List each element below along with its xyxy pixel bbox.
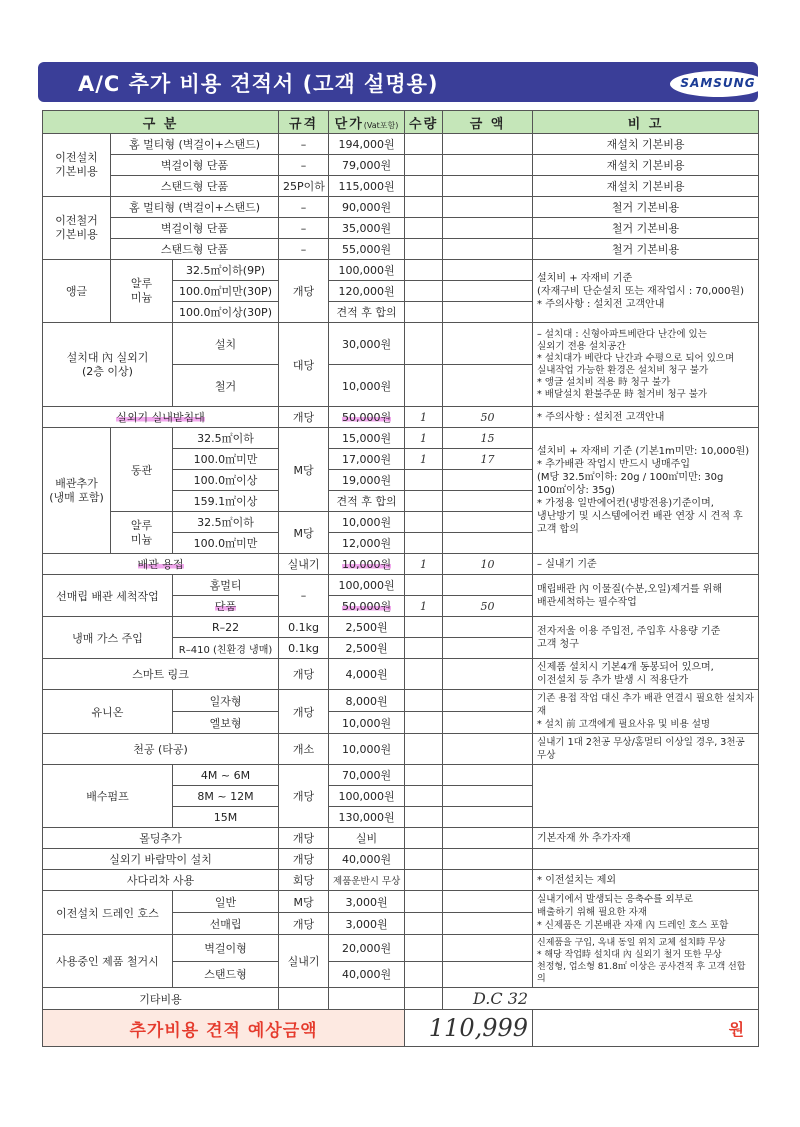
item-price: 79,000원 [329,155,405,176]
item-price: 2,500원 [329,638,405,659]
item-name: 철거 [173,365,279,407]
item-spec [279,988,329,1010]
item-name: 실외기 실내받침대 [43,407,279,428]
item-price: 100,000원 [329,260,405,281]
sub-aluminum-pipe: 알루 미늄 [111,512,173,554]
item-price: 3,000원 [329,891,405,913]
item-price: 40,000원 [329,961,405,988]
item-name: 엘보형 [173,712,279,734]
item-name: 4M ~ 6M [173,765,279,786]
amount-cell[interactable] [443,913,533,935]
table-row [43,988,759,1010]
amount-cell[interactable] [443,470,533,491]
amount-cell[interactable] [443,765,533,786]
qty-cell[interactable]: 1 [405,596,443,617]
item-price: 견적 후 합의 [329,302,405,323]
item-name: 8M ~ 12M [173,786,279,807]
item-price: 120,000원 [329,281,405,302]
item-spec: 대당 [279,323,329,407]
amount-cell[interactable]: 50 [443,596,533,617]
item-note [533,765,759,828]
item-name: 일자형 [173,690,279,712]
amount-cell[interactable] [443,638,533,659]
item-spec: 개당 [279,913,329,935]
item-name: 100.0㎡이상 [173,470,279,491]
item-name: 선매립 [173,913,279,935]
col-spec: 규격 [279,111,329,134]
item-spec: 개당 [279,765,329,828]
table-row [43,155,759,176]
qty-cell[interactable] [405,176,443,197]
item-name: 실외기 바람막이 설치 [43,849,279,870]
group-reinstall: 이전설치 기본비용 [43,134,111,197]
amount-cell[interactable] [443,218,533,239]
item-name: 159.1㎡이상 [173,491,279,512]
item-spec: – [279,239,329,260]
item-note: 전자저울 이용 주입전, 주입후 사용량 기준 고객 청구 [533,617,759,659]
group-pump: 배수펌프 [43,765,173,828]
qty-cell[interactable] [405,533,443,554]
amount-cell[interactable] [443,712,533,734]
item-spec: 0.1kg [279,617,329,638]
amount-cell[interactable] [443,176,533,197]
item-name: 100.0㎡이상(30P) [173,302,279,323]
item-name: 사다리차 사용 [43,870,279,891]
qty-cell[interactable] [405,913,443,935]
item-note: – 실내기 기준 [533,554,759,575]
amount-cell[interactable] [443,961,533,988]
item-note [533,849,759,870]
item-price: 10,000원 [329,712,405,734]
amount-cell[interactable] [443,512,533,533]
item-note: 기본자재 外 추가자재 [533,828,759,849]
item-note: 철거 기본비용 [533,239,759,260]
item-price: 19,000원 [329,470,405,491]
table-row [43,617,759,638]
item-price: 15,000원 [329,428,405,449]
qty-cell[interactable] [405,365,443,407]
table-row [43,239,759,260]
item-note: * 이전설치는 제외 [533,870,759,891]
table-row [43,428,759,449]
item-spec: 0.1kg [279,638,329,659]
qty-cell[interactable] [405,617,443,638]
group-piping: 배관추가 (냉매 포함) [43,428,111,554]
item-price: 2,500원 [329,617,405,638]
qty-cell[interactable] [405,849,443,870]
qty-cell[interactable]: 1 [405,407,443,428]
item-price: 55,000원 [329,239,405,260]
total-row [43,1010,759,1047]
qty-cell[interactable] [405,323,443,365]
item-name: R–22 [173,617,279,638]
table-row [43,765,759,786]
table-row [43,554,759,575]
item-name: 100.0㎡미만(30P) [173,281,279,302]
amount-cell[interactable] [443,155,533,176]
col-price: 단가(Vat포함) [329,111,405,134]
group-bracket: 설치대 內 실외기 (2층 이상) [43,323,173,407]
qty-cell[interactable]: 1 [405,449,443,470]
item-price: 10,000원 [329,554,405,575]
item-price: 10,000원 [329,734,405,765]
item-note: 실내기 1대 2천공 무상/홈멀티 이상일 경우, 3천공 무상 [533,734,759,765]
qty-cell[interactable] [405,765,443,786]
sub-aluminum: 알루 미늄 [111,260,173,323]
table-row [43,197,759,218]
group-angle: 앵글 [43,260,111,323]
item-name: 홈멀티 [173,575,279,596]
item-note: 실내기에서 발생되는 응축수를 외부로 배출하기 위해 필요한 자재 * 신제품은 기본배관 자재 內 드레인 호스 포함 [533,891,759,935]
item-name: R–410 (친환경 냉매) [173,638,279,659]
amount-cell[interactable] [443,491,533,512]
item-price: 130,000원 [329,807,405,828]
group-flush: 선매립 배관 세척작업 [43,575,173,617]
item-price: 194,000원 [329,134,405,155]
amount-cell[interactable] [443,197,533,218]
item-price: 8,000원 [329,690,405,712]
item-spec: 개소 [279,734,329,765]
item-name: 일반 [173,891,279,913]
item-name: 100.0㎡미만 [173,533,279,554]
table-row [43,176,759,197]
item-spec: 개당 [279,659,329,690]
item-note: – 설치대 : 신형아파트베란다 난간에 있는 실외기 전용 설치공간 * 설치대가 베란다 난간과 수평으로 되어 있으며 실내작업 가능한 환경은 설치비 청구 불가 * 앵글 설치비 적용 時 청구 불가 * 배달설치 환불주문 時 철거비 청구 불가 [533,323,759,407]
col-amount: 금 액 [443,111,533,134]
document-header [38,62,758,102]
qty-cell[interactable]: 1 [405,428,443,449]
item-spec: M당 [279,428,329,512]
item-name: 벽걸이형 [173,935,279,962]
qty-cell[interactable] [405,281,443,302]
total-amount[interactable]: 110,999 [405,1010,533,1047]
qty-cell[interactable]: 1 [405,554,443,575]
table-row [43,891,759,913]
item-name: 스마트 링크 [43,659,279,690]
amount-cell[interactable]: 50 [443,407,533,428]
table-row [43,734,759,765]
group-drain: 이전설치 드레인 호스 [43,891,173,935]
qty-cell[interactable] [405,659,443,690]
item-name: 벽걸이형 단품 [111,155,279,176]
group-refrigerant: 냉매 가스 주입 [43,617,173,659]
qty-cell[interactable] [405,302,443,323]
item-name: 스탠드형 단품 [111,239,279,260]
item-spec: 회당 [279,870,329,891]
amount-cell[interactable] [443,260,533,281]
document-title: A/C 추가 비용 견적서 (고객 설명용) [78,72,439,96]
item-spec: – [279,218,329,239]
amount-cell[interactable] [443,690,533,712]
item-name: 32.5㎡이하 [173,512,279,533]
estimate-table [42,110,759,1047]
qty-cell[interactable] [405,891,443,913]
table-row [43,935,759,962]
total-label: 추가비용 견적 예상금액 [43,1010,405,1047]
item-note: 재설치 기본비용 [533,176,759,197]
item-price: 견적 후 합의 [329,491,405,512]
sub-copper: 동관 [111,428,173,512]
item-name: 32.5㎡이하 [173,428,279,449]
group-union: 유니온 [43,690,173,734]
table-row [43,870,759,891]
qty-cell[interactable] [405,491,443,512]
qty-cell[interactable] [405,988,443,1010]
amount-cell[interactable] [443,828,533,849]
item-note: 신제품을 구입, 옥내 동일 위치 교체 설치時 무상 * 해당 작업時 설치대 內 실외기 철거 또한 무상 천정형, 업소형 81.8㎡ 이상은 공사견적 후 고객 선합의 [533,935,759,988]
qty-cell[interactable] [405,807,443,828]
item-spec: 개당 [279,690,329,734]
item-price: 35,000원 [329,218,405,239]
table-row [43,323,759,365]
item-name: 스탠드형 단품 [111,176,279,197]
item-price: 50,000원 [329,407,405,428]
table-row [43,849,759,870]
qty-cell[interactable] [405,260,443,281]
table-header-row [43,111,759,134]
item-spec: 개당 [279,407,329,428]
qty-cell[interactable] [405,828,443,849]
item-price: 100,000원 [329,575,405,596]
amount-cell[interactable] [443,870,533,891]
item-note: 기존 용접 작업 대신 추가 배관 연결시 필요한 설치자재 * 설치 前 고객에게 필요사유 및 비용 설명 [533,690,759,734]
qty-cell[interactable] [405,218,443,239]
total-won: 원 [533,1010,759,1047]
item-spec: 실내기 [279,935,329,988]
table-row [43,134,759,155]
item-spec: 개당 [279,828,329,849]
item-spec: 25P이하 [279,176,329,197]
item-note: 철거 기본비용 [533,218,759,239]
amount-cell[interactable] [443,302,533,323]
item-name: 천공 (타공) [43,734,279,765]
qty-cell[interactable] [405,638,443,659]
item-name: 배관 용접 [43,554,279,575]
item-name: 32.5㎡이하(9P) [173,260,279,281]
item-price: 50,000원 [329,596,405,617]
item-price: 10,000원 [329,365,405,407]
amount-cell[interactable] [443,239,533,260]
amount-cell[interactable]: 15 [443,428,533,449]
amount-cell[interactable] [443,734,533,765]
item-price: 제품운반시 무상 [329,870,405,891]
qty-cell[interactable] [405,470,443,491]
qty-cell[interactable] [405,961,443,988]
qty-cell[interactable] [405,155,443,176]
item-spec: 개당 [279,260,329,323]
item-note: 매립배관 內 이물질(수분,오일)제거를 위해 배관세척하는 필수작업 [533,575,759,617]
item-price [329,988,405,1010]
table-row [43,659,759,690]
amount-cell[interactable] [443,935,533,962]
item-price: 115,000원 [329,176,405,197]
logo-text: SAMSUNG [680,76,756,90]
item-price: 20,000원 [329,935,405,962]
item-note: 설치비 + 자재비 기준 (자재구비 단순설치 또는 재작업시 : 70,000원) * 주의사항 : 설치전 고객안내 [533,260,759,323]
item-note: 신제품 설치시 기본4개 동봉되어 있으며, 이전설치 등 추가 발생 시 적용단가 [533,659,759,690]
table-row [43,690,759,712]
amount-cell[interactable]: 17 [443,449,533,470]
item-spec: – [279,155,329,176]
item-name: 단품 [173,596,279,617]
item-note: 재설치 기본비용 [533,134,759,155]
amount-cell[interactable] [443,849,533,870]
amount-cell[interactable] [443,281,533,302]
qty-cell[interactable] [405,935,443,962]
item-spec: – [279,134,329,155]
item-name: 몰딩추가 [43,828,279,849]
table-row [43,218,759,239]
qty-cell[interactable] [405,870,443,891]
qty-cell[interactable] [405,575,443,596]
group-used-removal: 사용중인 제품 철거시 [43,935,173,988]
item-spec: – [279,575,329,617]
item-spec: – [279,197,329,218]
item-price: 10,000원 [329,512,405,533]
item-name: 홈 멀티형 (벽걸이+스탠드) [111,197,279,218]
item-name: 벽걸이형 단품 [111,218,279,239]
qty-cell[interactable] [405,239,443,260]
item-note: 철거 기본비용 [533,197,759,218]
amount-cell[interactable] [443,659,533,690]
item-name: 15M [173,807,279,828]
item-price: 3,000원 [329,913,405,935]
table-row [43,260,759,281]
item-spec: M당 [279,891,329,913]
item-price: 17,000원 [329,449,405,470]
item-price: 실비 [329,828,405,849]
item-price: 30,000원 [329,323,405,365]
qty-cell[interactable] [405,512,443,533]
qty-cell[interactable] [405,690,443,712]
item-price: 70,000원 [329,765,405,786]
item-name: 홈 멀티형 (벽걸이+스탠드) [111,134,279,155]
amount-cell[interactable] [443,575,533,596]
qty-cell[interactable] [405,786,443,807]
group-removal: 이전철거 기본비용 [43,197,111,260]
item-name: 설치 [173,323,279,365]
item-price: 4,000원 [329,659,405,690]
amount-cell[interactable]: 10 [443,554,533,575]
qty-cell[interactable] [405,712,443,734]
qty-cell[interactable] [405,134,443,155]
samsung-logo [670,71,766,97]
item-note: * 주의사항 : 설치전 고객안내 [533,407,759,428]
col-category: 구 분 [43,111,279,134]
item-note: 재설치 기본비용 [533,155,759,176]
item-name: 스탠드형 [173,961,279,988]
item-name: 100.0㎡미만 [173,449,279,470]
table-row [43,828,759,849]
amount-cell[interactable] [443,807,533,828]
col-qty: 수량 [405,111,443,134]
col-remarks: 비 고 [533,111,759,134]
item-note: 설치비 + 자재비 기준 (기본1m미만: 10,000원) * 추가배관 작업시 반드시 냉매주입 (M당 32.5㎡이하: 20g / 100㎡미만: 30g 100㎡이상: 35g) * 가정용 일반에어컨(냉방전용)기준이며, 냉난방기 및 시스템에어컨 배관 연장 시 견적 후 고객 합의 [533,428,759,554]
item-spec: 실내기 [279,554,329,575]
qty-cell[interactable] [405,734,443,765]
other-handwritten-note[interactable]: D.C 32 [443,988,759,1010]
amount-cell[interactable] [443,891,533,913]
amount-cell[interactable] [443,786,533,807]
item-price: 12,000원 [329,533,405,554]
amount-cell[interactable] [443,365,533,407]
item-price: 40,000원 [329,849,405,870]
item-price: 90,000원 [329,197,405,218]
qty-cell[interactable] [405,197,443,218]
table-row [43,575,759,596]
amount-cell[interactable] [443,533,533,554]
item-name: 기타비용 [43,988,279,1010]
amount-cell[interactable] [443,134,533,155]
item-spec: 개당 [279,849,329,870]
amount-cell[interactable] [443,323,533,365]
item-price: 100,000원 [329,786,405,807]
table-row [43,407,759,428]
amount-cell[interactable] [443,617,533,638]
item-spec: M당 [279,512,329,554]
